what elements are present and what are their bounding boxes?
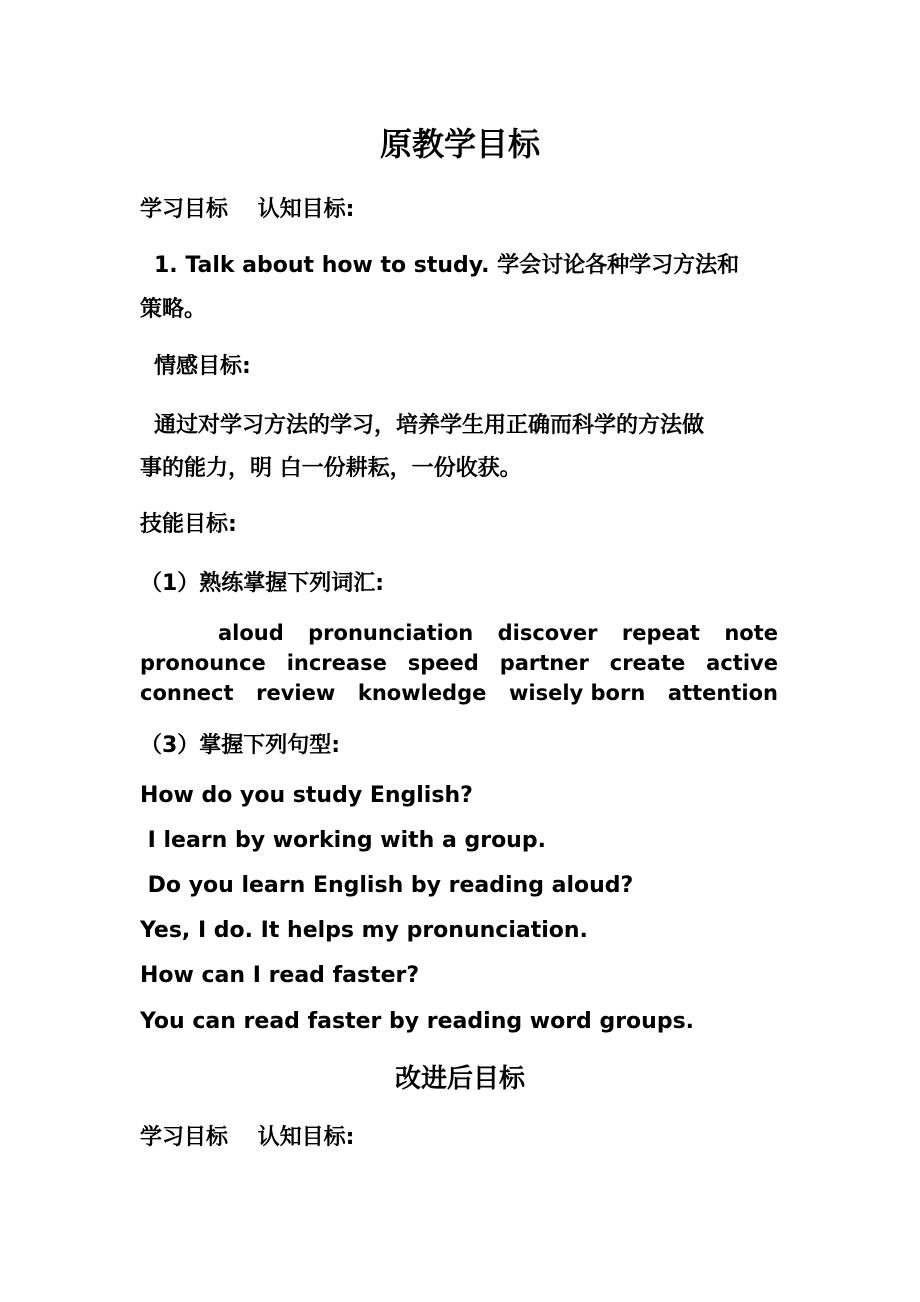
vocab-word: discover xyxy=(497,621,598,645)
improved-goals-title: 改进后目标 xyxy=(394,1064,525,1094)
vocab-word: pronunciation xyxy=(308,621,474,645)
emotion-goal-line-1: 通过对学习方法的学习，培养学生用正确而科学的方法做 xyxy=(154,413,705,438)
vocab-word: attention xyxy=(667,681,778,705)
vocab-word: knowledge xyxy=(357,681,487,705)
vocab-word: active xyxy=(706,651,778,675)
goal-1-line-1: 1. Talk about how to study. 学会讨论各种学习方法和 xyxy=(154,253,740,278)
sentence: How do you study English? xyxy=(140,783,473,808)
vocab-word: review xyxy=(256,681,336,705)
sentence: Do you learn English by reading aloud? xyxy=(140,873,634,898)
page-title: 原教学目标 xyxy=(379,125,540,163)
vocab-row xyxy=(140,618,778,648)
vocab-word: wisely born xyxy=(508,681,646,705)
vocab-word: connect xyxy=(140,681,234,705)
emotion-goals-heading: 情感目标: xyxy=(154,354,251,379)
skill-goals-heading: 技能目标: xyxy=(140,512,237,537)
learning-goals-heading: 学习目标 认知目标: xyxy=(140,197,355,222)
sentence: Yes, I do. It helps my pronunciation. xyxy=(140,918,588,943)
vocab-word: repeat xyxy=(621,621,700,645)
goal-1-line-2: 策略。 xyxy=(140,297,207,322)
sentence: I learn by working with a group. xyxy=(140,828,546,853)
vocab-word: note xyxy=(724,621,778,645)
vocabulary-list xyxy=(140,618,778,708)
emotion-goal-line-2: 事的能力，明 白一份耕耘，一份收获。 xyxy=(140,456,522,481)
sentence-patterns-heading: （3）掌握下列句型: xyxy=(140,733,341,758)
vocab-row xyxy=(140,678,778,708)
sentence: How can I read faster? xyxy=(140,963,420,988)
sentence: You can read faster by reading word groups. xyxy=(140,1009,695,1034)
vocab-heading: （1）熟练掌握下列词汇: xyxy=(140,571,385,596)
vocab-word: pronounce xyxy=(140,651,266,675)
vocab-word: increase xyxy=(286,651,387,675)
vocab-word: speed xyxy=(407,651,479,675)
vocab-word: partner xyxy=(499,651,589,675)
vocab-word: create xyxy=(609,651,686,675)
vocab-row xyxy=(140,648,778,678)
vocab-word: aloud xyxy=(218,621,284,645)
learning-goals-heading-2: 学习目标 认知目标: xyxy=(140,1125,355,1150)
